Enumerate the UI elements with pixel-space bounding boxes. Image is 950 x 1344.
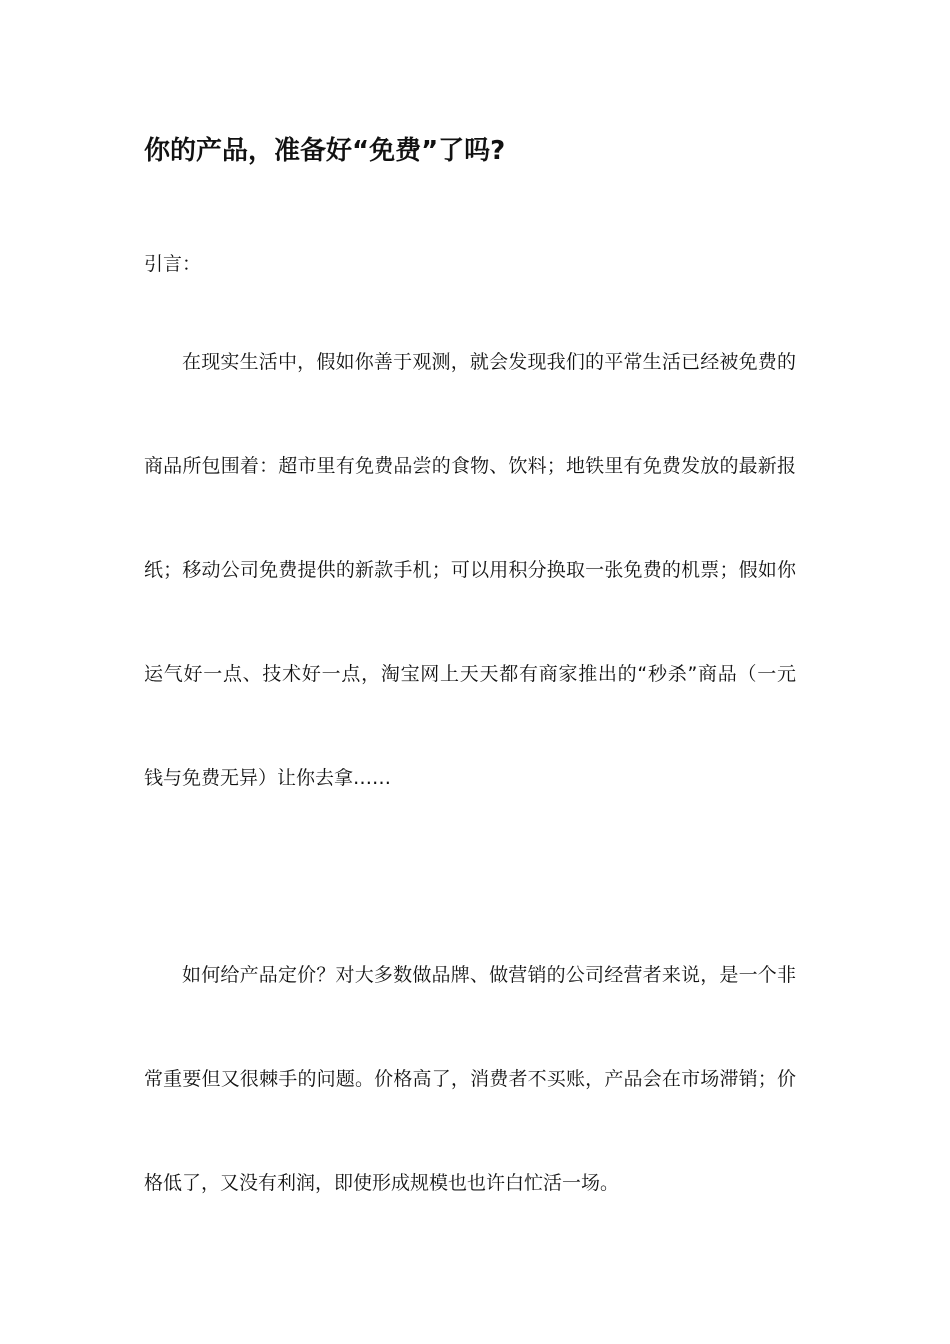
- paragraph-line: 钱与免费无异）让你去拿……: [144, 767, 392, 789]
- paragraph-1: [144, 348, 796, 868]
- paragraph-line: 格低了，又没有利润，即使形成规模也也许白忙活一场。: [144, 1172, 620, 1194]
- paragraph-line: 商品所包围着：超市里有免费品尝的食物、饮料；地铁里有免费发放的最新报: [144, 455, 796, 477]
- paragraph-line: 常重要但又很棘手的问题。价格高了，消费者不买账，产品会在市场滞销；价: [144, 1068, 796, 1090]
- paragraph-2: [144, 961, 796, 1273]
- paragraph-line: 纸；移动公司免费提供的新款手机；可以用积分换取一张免费的机票；假如你: [144, 559, 796, 581]
- paragraph-line: 如何给产品定价？对大多数做品牌、做营销的公司经营者来说，是一个非: [182, 964, 796, 986]
- paragraph-line: 运气好一点、技术好一点，淘宝网上天天都有商家推出的“秒杀”商品（一元: [144, 663, 796, 685]
- intro-label: 引言：: [144, 253, 202, 275]
- paragraph-line: 在现实生活中，假如你善于观测，就会发现我们的平常生活已经被免费的: [182, 351, 796, 373]
- page-title: 你的产品，准备好“免费”了吗?: [144, 136, 506, 166]
